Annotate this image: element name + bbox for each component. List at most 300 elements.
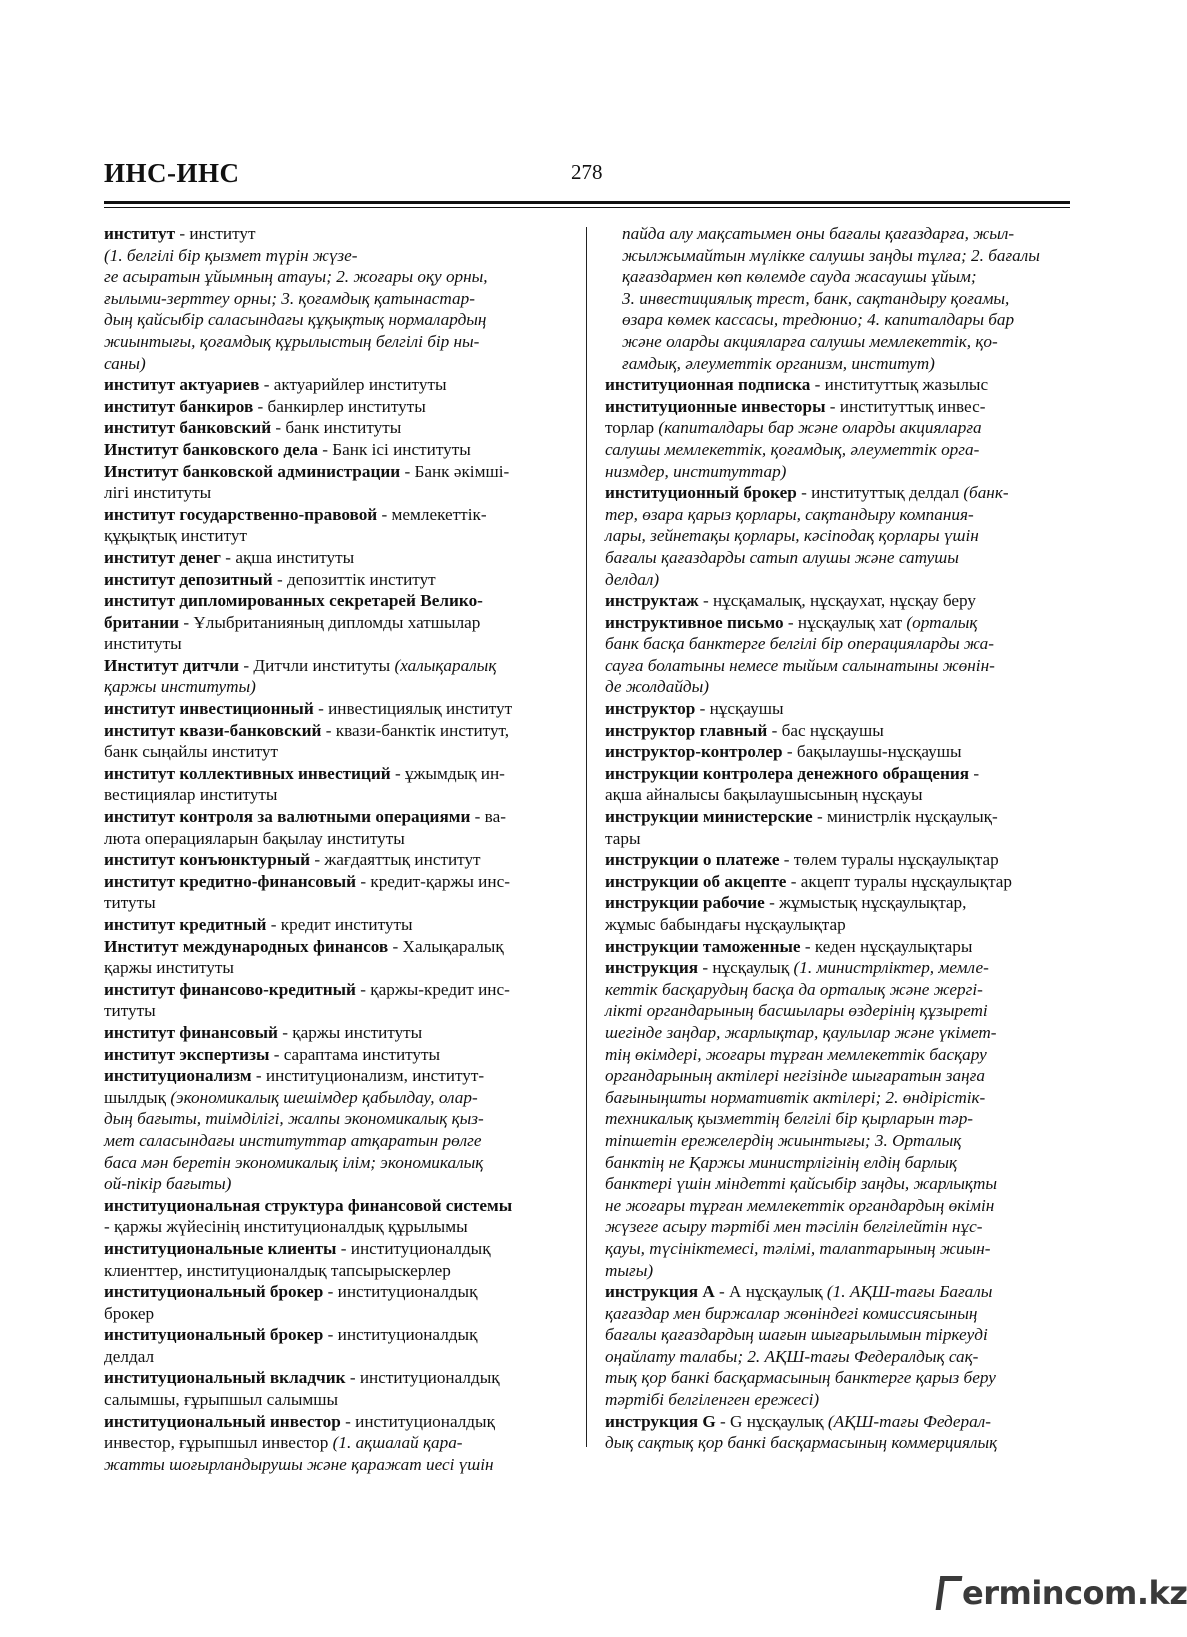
dictionary-entry bbox=[104, 504, 570, 547]
entry-line bbox=[104, 828, 570, 850]
entry-headword: инструкции об акцепте bbox=[605, 871, 787, 891]
right-column bbox=[605, 223, 1071, 1454]
entry-line bbox=[605, 374, 1071, 396]
entry-line bbox=[104, 1238, 570, 1260]
entry-translation: - нұсқаулық bbox=[698, 958, 794, 978]
entry-translation: лігі институты bbox=[104, 483, 212, 503]
entry-explanation: 3. инвестициялық трест, банк, сақтандыру қоғамы, bbox=[622, 288, 1010, 308]
entry-translation: вестициялар институты bbox=[104, 785, 278, 805]
entry-translation: - нұсқамалық, нұсқаухат, нұсқау беру bbox=[698, 591, 976, 611]
entry-line bbox=[104, 482, 570, 504]
entry-line bbox=[605, 892, 1071, 914]
entry-explanation: бағалы қағаздарды сатып алушы және сатушы bbox=[605, 547, 959, 567]
entry-explanation: тығы) bbox=[605, 1260, 654, 1280]
entry-explanation: лары, зейнетақы қорлары, кәсіподақ қорлары үшін bbox=[605, 526, 979, 546]
entry-explanation: (экономикалық шешімдер қабылдау, олар- bbox=[170, 1087, 478, 1107]
entry-headword: Институт банковской администрации bbox=[104, 461, 401, 481]
entry-line bbox=[605, 417, 1071, 439]
entry-line bbox=[605, 936, 1071, 958]
entry-headword: институциональный брокер bbox=[104, 1282, 324, 1302]
entry-explanation: жатты шоғырландырушы және қаражат иесі үшін bbox=[104, 1454, 494, 1474]
entry-explanation: мет саласындағы институттар атқаратын рөлге bbox=[104, 1130, 482, 1150]
entry-headword: институт инвестиционный bbox=[104, 699, 314, 719]
entry-line bbox=[104, 245, 570, 267]
entry-translation: - қаржы институты bbox=[277, 1022, 423, 1042]
entry-headword: институт квази-банковский bbox=[104, 720, 322, 740]
entry-line bbox=[104, 266, 570, 288]
entry-line bbox=[605, 741, 1071, 763]
entry-explanation: дың қайсыбір саласындағы құқықтық нормалардың bbox=[104, 310, 487, 330]
entry-headword: институционная подписка bbox=[605, 375, 811, 395]
entry-line bbox=[605, 957, 1071, 979]
entry-line bbox=[605, 461, 1071, 483]
entry-translation: - қаржы-кредит инс- bbox=[355, 979, 510, 999]
dictionary-entry bbox=[104, 1411, 570, 1476]
dictionary-entry bbox=[605, 396, 1071, 482]
entry-line bbox=[104, 1022, 570, 1044]
dictionary-entry bbox=[605, 957, 1071, 1281]
entry-translation: - кеден нұсқаулықтары bbox=[800, 936, 973, 956]
entry-line bbox=[605, 1152, 1071, 1174]
entry-translation: - жағдаяттық институт bbox=[310, 850, 481, 870]
dictionary-entry bbox=[104, 849, 570, 871]
dictionary-entry bbox=[104, 698, 570, 720]
entry-headword: институт государственно-правовой bbox=[104, 504, 378, 524]
entry-headword: институт контроля за валютными операциями bbox=[104, 807, 471, 827]
entry-line bbox=[605, 590, 1071, 612]
entry-line bbox=[605, 806, 1071, 828]
entry-line bbox=[104, 633, 570, 655]
entry-line bbox=[104, 525, 570, 547]
entry-line bbox=[104, 1411, 570, 1433]
entry-translation: - мемлекеттік- bbox=[377, 504, 487, 524]
entry-line bbox=[605, 482, 1071, 504]
entry-headword: инструкции о платеже bbox=[605, 850, 780, 870]
entry-line bbox=[104, 504, 570, 526]
entry-headword: институциональные клиенты bbox=[104, 1238, 337, 1258]
entry-translation: - нұсқаулық хат bbox=[783, 612, 907, 632]
entry-line bbox=[104, 569, 570, 591]
entry-explanation: тің өкімдері, жоғары тұрған мемлекеттік басқару bbox=[605, 1044, 987, 1064]
entry-explanation: жүзеге асыру тәртібі мен тәсілін белгілейтін нұс- bbox=[605, 1217, 983, 1237]
entry-line bbox=[104, 957, 570, 979]
entry-translation: - bbox=[969, 763, 980, 783]
entry-line bbox=[605, 979, 1071, 1001]
entry-translation: титуты bbox=[104, 1001, 156, 1021]
entry-explanation: банктің не Қаржы министрлігінің елдің барлық bbox=[605, 1152, 958, 1172]
entry-translation: - бас нұсқаушы bbox=[767, 720, 884, 740]
entry-line bbox=[104, 1454, 570, 1476]
entry-line bbox=[605, 1044, 1071, 1066]
entry-explanation: (1. АҚШ-тағы Бағалы bbox=[826, 1282, 993, 1302]
entry-explanation: ғамдық, әлеуметтік организм, институт) bbox=[622, 353, 935, 373]
entry-translation: - Банк ісі институты bbox=[317, 439, 471, 459]
entry-line bbox=[605, 1108, 1071, 1130]
dictionary-entry bbox=[605, 849, 1071, 871]
entry-headword: институт банкиров bbox=[104, 396, 254, 416]
entry-translation: тары bbox=[605, 828, 641, 848]
entry-line bbox=[104, 331, 570, 353]
dictionary-entry bbox=[104, 806, 570, 849]
entry-headword: институт финансовый bbox=[104, 1022, 278, 1042]
entry-explanation: ғылыми-зерттеу орны; 3. қоғамдық қатынастар- bbox=[104, 288, 475, 308]
entry-headword: британии bbox=[104, 612, 180, 632]
entry-line bbox=[605, 1000, 1071, 1022]
entry-explanation: низмдер, институттар) bbox=[605, 461, 787, 481]
entry-line bbox=[104, 590, 570, 612]
entry-line bbox=[104, 1367, 570, 1389]
entry-headword: институт коллективных инвестиций bbox=[104, 763, 391, 783]
entry-explanation: қауы, түсініктемесі, тәлімі, талаптарының жиын- bbox=[605, 1238, 991, 1258]
entry-translation: - ва- bbox=[470, 807, 506, 827]
entry-line bbox=[104, 979, 570, 1001]
entry-line bbox=[104, 698, 570, 720]
dictionary-entry bbox=[605, 374, 1071, 396]
entry-explanation: қаржы институты) bbox=[104, 677, 256, 697]
entry-line bbox=[605, 1238, 1071, 1260]
entry-line bbox=[605, 763, 1071, 785]
entry-line bbox=[104, 461, 570, 483]
dictionary-entry bbox=[104, 569, 570, 591]
entry-line bbox=[104, 309, 570, 331]
entry-translation: - институттық жазылыс bbox=[810, 375, 989, 395]
entry-translation: салымшы, ғұрыпшыл салымшы bbox=[104, 1390, 339, 1410]
entry-translation: - нұсқаушы bbox=[695, 699, 784, 719]
dictionary-entry bbox=[104, 1022, 570, 1044]
entry-line bbox=[605, 1087, 1071, 1109]
entry-translation: қаржы институты bbox=[104, 958, 234, 978]
entry-line bbox=[104, 547, 570, 569]
dictionary-entry bbox=[605, 1411, 1071, 1454]
entry-line bbox=[605, 1195, 1071, 1217]
entry-line bbox=[104, 1389, 570, 1411]
entry-headword: инструкции рабочие bbox=[605, 893, 765, 913]
entry-translation: инвестор, ғұрыпшыл инвестор bbox=[104, 1433, 333, 1453]
entry-headword: институт кредитный bbox=[104, 915, 267, 934]
entry-line bbox=[104, 720, 570, 742]
dictionary-entry bbox=[605, 763, 1071, 806]
entry-translation: - институт bbox=[175, 224, 256, 243]
entry-translation: - ақша институты bbox=[221, 547, 355, 567]
entry-line bbox=[605, 698, 1071, 720]
entry-line bbox=[605, 525, 1071, 547]
entry-headword: институт дипломированных секретарей Велико- bbox=[104, 591, 483, 611]
entry-line bbox=[605, 1281, 1071, 1303]
entry-headword: институциональная структура финансовой системы bbox=[104, 1195, 513, 1215]
entry-headword: инструктор главный bbox=[605, 720, 768, 740]
entry-translation: - банк институты bbox=[271, 418, 402, 438]
entry-translation: брокер bbox=[104, 1303, 155, 1323]
entry-explanation: (1. ақшалай қара- bbox=[332, 1433, 463, 1453]
entry-line bbox=[605, 1303, 1071, 1325]
entry-translation: - жұмыстық нұсқаулықтар, bbox=[764, 893, 967, 913]
entry-line bbox=[605, 439, 1071, 461]
entry-line bbox=[104, 1000, 570, 1022]
dictionary-entry bbox=[104, 461, 570, 504]
entry-line bbox=[104, 353, 570, 375]
entry-line bbox=[104, 1303, 570, 1325]
entry-line bbox=[605, 1367, 1071, 1389]
entry-explanation: делдал) bbox=[605, 569, 660, 589]
entry-headword: институционализм bbox=[104, 1066, 252, 1086]
entry-line bbox=[104, 914, 570, 936]
entry-translation: институты bbox=[104, 634, 182, 654]
entry-translation: - институттық делдал bbox=[796, 483, 964, 503]
entry-headword: институт кредитно-финансовый bbox=[104, 871, 357, 891]
entry-line bbox=[104, 396, 570, 418]
entry-explanation: тер, өзара қарыз қорлары, сақтандыру компания- bbox=[605, 504, 974, 524]
entry-headword: институциональный вкладчик bbox=[104, 1368, 346, 1388]
entry-line bbox=[605, 1324, 1071, 1346]
entry-explanation: және оларды акцияларға салушы мемлекеттік, қо- bbox=[622, 331, 998, 351]
entry-translation: - сараптама институты bbox=[269, 1044, 441, 1064]
entry-explanation: не жоғары тұрған мемлекеттік органдардың өкімін bbox=[605, 1195, 995, 1215]
entry-line bbox=[104, 676, 570, 698]
entry-line bbox=[104, 374, 570, 396]
entry-explanation: банк басқа банктерге белгілі бір операцияларды жа- bbox=[605, 634, 994, 654]
entry-line bbox=[104, 1087, 570, 1109]
entry-line bbox=[605, 1389, 1071, 1411]
entry-headword: институциональный брокер bbox=[104, 1325, 324, 1345]
dictionary-entry bbox=[104, 979, 570, 1022]
entry-headword: институт депозитный bbox=[104, 569, 273, 589]
entry-headword: инструктор bbox=[605, 699, 696, 719]
entry-translation: - қаржы жүйесінің институционалдық құрылымы bbox=[104, 1217, 468, 1237]
entry-translation: торлар bbox=[605, 418, 659, 438]
entry-headword: инструкции контролера денежного обращения bbox=[605, 763, 970, 783]
entry-line bbox=[605, 633, 1071, 655]
entry-translation: - Халықаралық bbox=[388, 936, 504, 956]
entry-explanation: бағыныңшты нормативтік актілері; 2. өндірістік- bbox=[605, 1087, 986, 1107]
entry-line bbox=[605, 547, 1071, 569]
entry-line bbox=[104, 741, 570, 763]
logo-text: ermincom.kz bbox=[962, 1574, 1187, 1612]
entry-line bbox=[104, 1152, 570, 1174]
entry-line bbox=[605, 1260, 1071, 1282]
entry-line bbox=[104, 655, 570, 677]
entry-headword: институционные инвесторы bbox=[605, 396, 826, 416]
entry-line bbox=[605, 569, 1071, 591]
entry-line bbox=[104, 849, 570, 871]
entry-explanation: қағаздармен көп көлемде сауда жасаушы ұйым; bbox=[622, 267, 977, 287]
entry-line bbox=[605, 1346, 1071, 1368]
entry-explanation: дың бағыты, тиімділігі, жалпы экономикалық қыз- bbox=[104, 1109, 484, 1129]
entry-line bbox=[605, 612, 1071, 634]
entry-line bbox=[104, 1173, 570, 1195]
entry-translation: - институционалдық bbox=[345, 1368, 500, 1388]
entry-headword: институциональный инвестор bbox=[104, 1411, 341, 1431]
entry-explanation: де жолдайды) bbox=[605, 677, 709, 697]
entry-line bbox=[622, 331, 1071, 353]
entry-translation: - А нұсқаулық bbox=[714, 1282, 827, 1302]
entry-line bbox=[605, 784, 1071, 806]
entry-explanation: оңайлату талабы; 2. АҚШ-тағы Федералдық сақ- bbox=[605, 1346, 979, 1366]
dictionary-entry bbox=[605, 871, 1071, 893]
entry-headword: Институт международных финансов bbox=[104, 936, 389, 956]
dictionary-entry bbox=[104, 396, 570, 418]
entry-explanation: жылжымайтын мүлікке салушы заңды тұлға; 2. бағалы bbox=[622, 245, 1040, 265]
entry-headword: инструкция G bbox=[605, 1411, 716, 1431]
entry-explanation: баса мән беретін экономикалық ілім; экономикалық bbox=[104, 1152, 484, 1172]
running-header: ИНС-ИНС bbox=[104, 158, 240, 188]
entry-line bbox=[104, 439, 570, 461]
entry-translation: - актуарийлер институты bbox=[259, 375, 447, 395]
entry-translation: ақша айналысы бақылаушысының нұсқауы bbox=[605, 785, 923, 805]
entry-translation: - институционалдық bbox=[323, 1282, 478, 1302]
entry-line bbox=[605, 655, 1071, 677]
entry-line bbox=[622, 353, 1071, 375]
dictionary-entry bbox=[605, 720, 1071, 742]
entry-translation: банк сыңайлы институт bbox=[104, 742, 278, 762]
dictionary-entry bbox=[104, 374, 570, 396]
entry-translation: - инвестициялық институт bbox=[313, 699, 513, 719]
entry-explanation: дық сақтық қор банкі басқармасының коммерциялық bbox=[605, 1433, 998, 1453]
entry-line bbox=[104, 1324, 570, 1346]
entry-translation: шылдық bbox=[104, 1087, 171, 1107]
entry-translation: - министрлік нұсқаулық- bbox=[812, 807, 998, 827]
termincom-logo bbox=[938, 1570, 1187, 1616]
entry-line bbox=[605, 396, 1071, 418]
entry-translation: - акцепт туралы нұсқаулықтар bbox=[786, 871, 1013, 891]
entry-headword: институт bbox=[104, 224, 176, 243]
entry-explanation: (банк- bbox=[963, 483, 1009, 503]
entry-explanation: шегінде заңдар, жарлықтар, қаулылар және үкімет- bbox=[605, 1022, 997, 1042]
entry-line bbox=[104, 784, 570, 806]
dictionary-entry bbox=[104, 936, 570, 979]
entry-headword: Институт дитчли bbox=[104, 655, 240, 675]
header-rule-thin bbox=[104, 207, 1070, 208]
entry-headword: инструкции таможенные bbox=[605, 936, 801, 956]
entry-translation: титуты bbox=[104, 893, 156, 913]
entry-line bbox=[104, 1281, 570, 1303]
dictionary-entry bbox=[605, 698, 1071, 720]
entry-explanation: саны) bbox=[104, 353, 146, 373]
entry-explanation: (орталық bbox=[906, 612, 978, 632]
entry-headword: институционный брокер bbox=[605, 483, 797, 503]
entry-line bbox=[104, 1195, 570, 1217]
dictionary-entry bbox=[104, 1281, 570, 1324]
entry-line bbox=[605, 871, 1071, 893]
entry-line bbox=[104, 1346, 570, 1368]
entry-explanation: сауға болатыны немесе тыйым салынатыны жөнін- bbox=[605, 655, 995, 675]
entry-line bbox=[104, 806, 570, 828]
entry-line bbox=[605, 1022, 1071, 1044]
entry-translation: - квази-банктік институт, bbox=[321, 720, 510, 740]
header-rule-thick bbox=[104, 201, 1070, 204]
entry-line bbox=[605, 1411, 1071, 1433]
dictionary-entry bbox=[104, 439, 570, 461]
entry-line bbox=[605, 1216, 1071, 1238]
entry-explanation: банктері үшін міндетті қайсыбір заңды, жарлықты bbox=[605, 1174, 998, 1194]
logo-t-mark bbox=[936, 1576, 963, 1610]
entry-explanation: жиынтығы, қоғамдық құрылыстың белгілі бір ны- bbox=[104, 331, 480, 351]
entry-line bbox=[605, 1173, 1071, 1195]
entry-translation: клиенттер, институционалдық тапсырыскерлер bbox=[104, 1260, 451, 1280]
entry-headword: институт экспертизы bbox=[104, 1044, 270, 1064]
dictionary-entry bbox=[104, 871, 570, 914]
entry-translation: - Ұлыбританияның дипломды хатшылар bbox=[179, 612, 481, 632]
dictionary-entry bbox=[104, 1195, 570, 1238]
left-column bbox=[104, 223, 570, 1475]
entry-explanation: (АҚШ-тағы Федерал- bbox=[827, 1411, 991, 1431]
entry-line bbox=[605, 676, 1071, 698]
entry-line bbox=[104, 1108, 570, 1130]
entry-headword: инструкции министерские bbox=[605, 807, 813, 827]
entry-headword: институт конъюнктурный bbox=[104, 850, 311, 870]
dictionary-entry bbox=[605, 806, 1071, 849]
dictionary-entry bbox=[104, 417, 570, 439]
entry-translation: - ұжымдық ин- bbox=[390, 763, 505, 783]
entry-line bbox=[622, 288, 1071, 310]
dictionary-entry bbox=[104, 914, 570, 936]
entry-headword: инструктаж bbox=[605, 591, 699, 611]
dictionary-entry bbox=[605, 612, 1071, 698]
entry-line bbox=[104, 612, 570, 634]
entry-translation: - бақылаушы-нұсқаушы bbox=[782, 742, 962, 762]
entry-explanation: лікті органдарының басшылары өздерінің құзыреті bbox=[605, 1001, 988, 1021]
entry-explanation: (халықаралық bbox=[394, 655, 497, 675]
entry-line bbox=[104, 871, 570, 893]
entry-translation: - институттық инвес- bbox=[825, 396, 986, 416]
entry-translation: - институционалдық bbox=[323, 1325, 478, 1345]
entry-line bbox=[104, 763, 570, 785]
dictionary-entry bbox=[104, 720, 570, 763]
entry-translation: - кредит институты bbox=[266, 915, 413, 934]
entry-line bbox=[104, 1065, 570, 1087]
entry-line bbox=[104, 288, 570, 310]
entry-line bbox=[605, 828, 1071, 850]
entry-translation: - кредит-қаржы инс- bbox=[356, 871, 510, 891]
entry-explanation: тіпшетін ережелердің жиынтығы; 3. Орталық bbox=[605, 1130, 962, 1150]
entry-explanation: (1. министрліктер, мемле- bbox=[793, 958, 989, 978]
entry-explanation: тық қор банкі басқармасының банктерге қарыз беру bbox=[605, 1368, 996, 1388]
entry-line bbox=[622, 266, 1071, 288]
entry-headword: инструктивное письмо bbox=[605, 612, 784, 632]
dictionary-entry bbox=[104, 1238, 570, 1281]
entry-line bbox=[605, 849, 1071, 871]
entry-line bbox=[104, 892, 570, 914]
dictionary-entry bbox=[605, 741, 1071, 763]
entry-line bbox=[605, 914, 1071, 936]
entry-line bbox=[605, 504, 1071, 526]
dictionary-entry bbox=[605, 936, 1071, 958]
entry-translation: - Дитчли институты bbox=[239, 655, 395, 675]
entry-explanation: өзара көмек кассасы, тредюнио; 4. капиталдары бар bbox=[622, 310, 1015, 330]
entry-explanation: ой-пікір бағыты) bbox=[104, 1174, 232, 1194]
dictionary-entry bbox=[605, 590, 1071, 612]
entry-explanation: тәртібі белгіленген ережесі) bbox=[605, 1390, 820, 1410]
entry-explanation: қағаздар мен биржалар жөніндегі комиссиясының bbox=[605, 1303, 978, 1323]
dictionary-entry bbox=[104, 223, 570, 374]
entry-translation: - банкирлер институты bbox=[253, 396, 426, 416]
entry-translation: - G нұсқаулық bbox=[715, 1411, 828, 1431]
dictionary-entry bbox=[104, 1324, 570, 1367]
column-divider bbox=[586, 227, 587, 1447]
entry-explanation: органдарының актілері негізінде шығаратын заңға bbox=[605, 1066, 985, 1086]
dictionary-entry bbox=[104, 1044, 570, 1066]
entry-translation: - институционалдық bbox=[336, 1238, 491, 1258]
entry-line bbox=[622, 245, 1071, 267]
entry-translation: делдал bbox=[104, 1346, 155, 1366]
entry-line bbox=[605, 1432, 1071, 1454]
dictionary-entry bbox=[104, 547, 570, 569]
page-number: 278 bbox=[571, 160, 603, 184]
entry-translation: - Банк әкімші- bbox=[400, 461, 510, 481]
dictionary-entry bbox=[104, 1367, 570, 1410]
entry-line bbox=[605, 720, 1071, 742]
entry-line bbox=[104, 936, 570, 958]
dictionary-entry bbox=[104, 763, 570, 806]
